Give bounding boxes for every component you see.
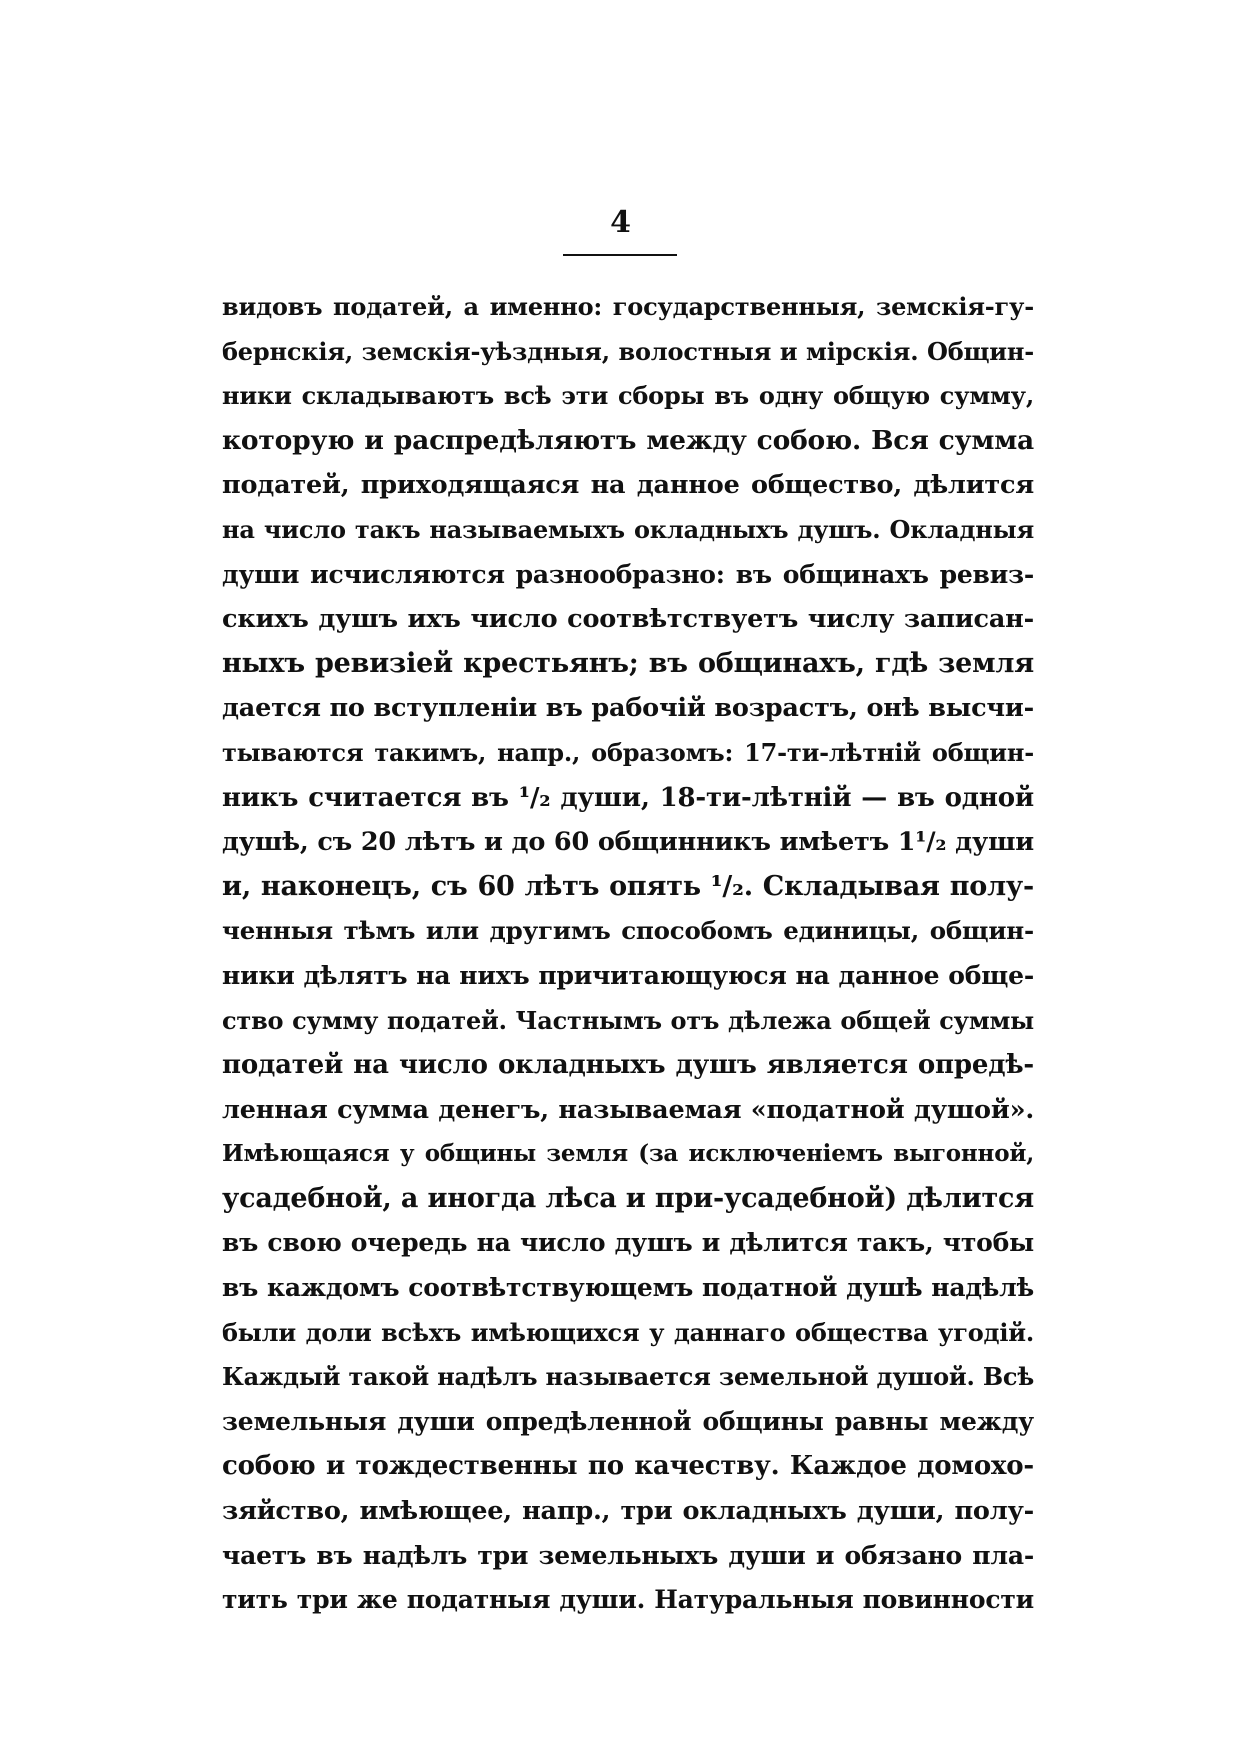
text-line: ленная сумма денегъ, называемая «податной душой». <box>222 1094 1034 1125</box>
text-line: земельныя души опредѣленной общины равны между <box>222 1406 1034 1436</box>
text-line: дается по вступленіи въ рабочій возрастъ, онѣ высчи- <box>222 693 1034 724</box>
text-line: ство сумму податей. Частнымъ отъ дѣлежа общей суммы <box>222 1005 1034 1035</box>
text-line: скихъ душъ ихъ число соотвѣтствуетъ числу записан- <box>222 604 1034 635</box>
text-line: зяйство, имѣющее, напр., три окладныхъ души, полу- <box>222 1496 1034 1527</box>
text-line: и, наконецъ, съ 60 лѣтъ опять ¹/₂. Складывая полу- <box>222 870 1034 902</box>
text-line: тываются такимъ, напр., образомъ: 17-ти-лѣтній общин- <box>222 737 1034 767</box>
text-line: души исчисляются разнообразно: въ общинахъ ревиз- <box>222 559 1034 589</box>
text-line: Имѣющаяся у общины земля (за исключеніемъ выгонной, <box>222 1140 1034 1168</box>
text-line: тить три же податныя души. Натуральныя повинности <box>222 1585 1034 1615</box>
text-line: чаетъ въ надѣлъ три земельныхъ души и обязано пла- <box>222 1540 1034 1570</box>
text-line: податей на число окладныхъ душъ является опредѣ- <box>222 1050 1034 1081</box>
text-line: податей, приходящаяся на данное общество, дѣлится <box>222 470 1034 501</box>
text-line: въ каждомъ соотвѣтствующемъ податной душѣ надѣлѣ <box>222 1273 1034 1303</box>
text-line: ченныя тѣмъ или другимъ способомъ единицы, общин- <box>222 916 1034 946</box>
text-line: усадебной, а иногда лѣса и при-усадебной) дѣлится <box>222 1182 1034 1214</box>
text-line: Каждый такой надѣлъ называется земельной душой. Всѣ <box>222 1362 1034 1392</box>
text-line: душѣ, съ 20 лѣтъ и до 60 общинникъ имѣетъ 1¹/₂ души <box>222 827 1034 858</box>
text-line: собою и тождественны по качеству. Каждое домохо- <box>222 1451 1034 1482</box>
text-line: никъ считается въ ¹/₂ души, 18-ти-лѣтній — въ одной <box>222 782 1034 813</box>
text-line: на число такъ называемыхъ окладныхъ душъ. Окладныя <box>222 514 1034 544</box>
text-line: ники дѣлятъ на нихъ причитающуюся на данное обще- <box>222 960 1034 990</box>
text-line: бернскія, земскія-уѣздныя, волостныя и мірскія. Общин- <box>222 336 1034 366</box>
page-number-rule <box>563 254 677 256</box>
text-line: въ свою очередь на число душъ и дѣлится такъ, чтобы <box>222 1228 1034 1258</box>
body-text <box>222 285 1034 1623</box>
text-line: ныхъ ревизіей крестьянъ; въ общинахъ, гдѣ земля <box>222 647 1034 679</box>
text-line: которую и распредѣляютъ между собою. Вся сумма <box>222 424 1034 456</box>
text-line: ники складываютъ всѣ эти сборы въ одну общую сумму, <box>222 381 1034 411</box>
text-line: были доли всѣхъ имѣющихся у даннаго общества угодій. <box>222 1317 1034 1347</box>
page-number: 4 <box>610 205 631 240</box>
text-line: видовъ податей, а именно: государственныя, земскія-гу- <box>222 292 1034 321</box>
